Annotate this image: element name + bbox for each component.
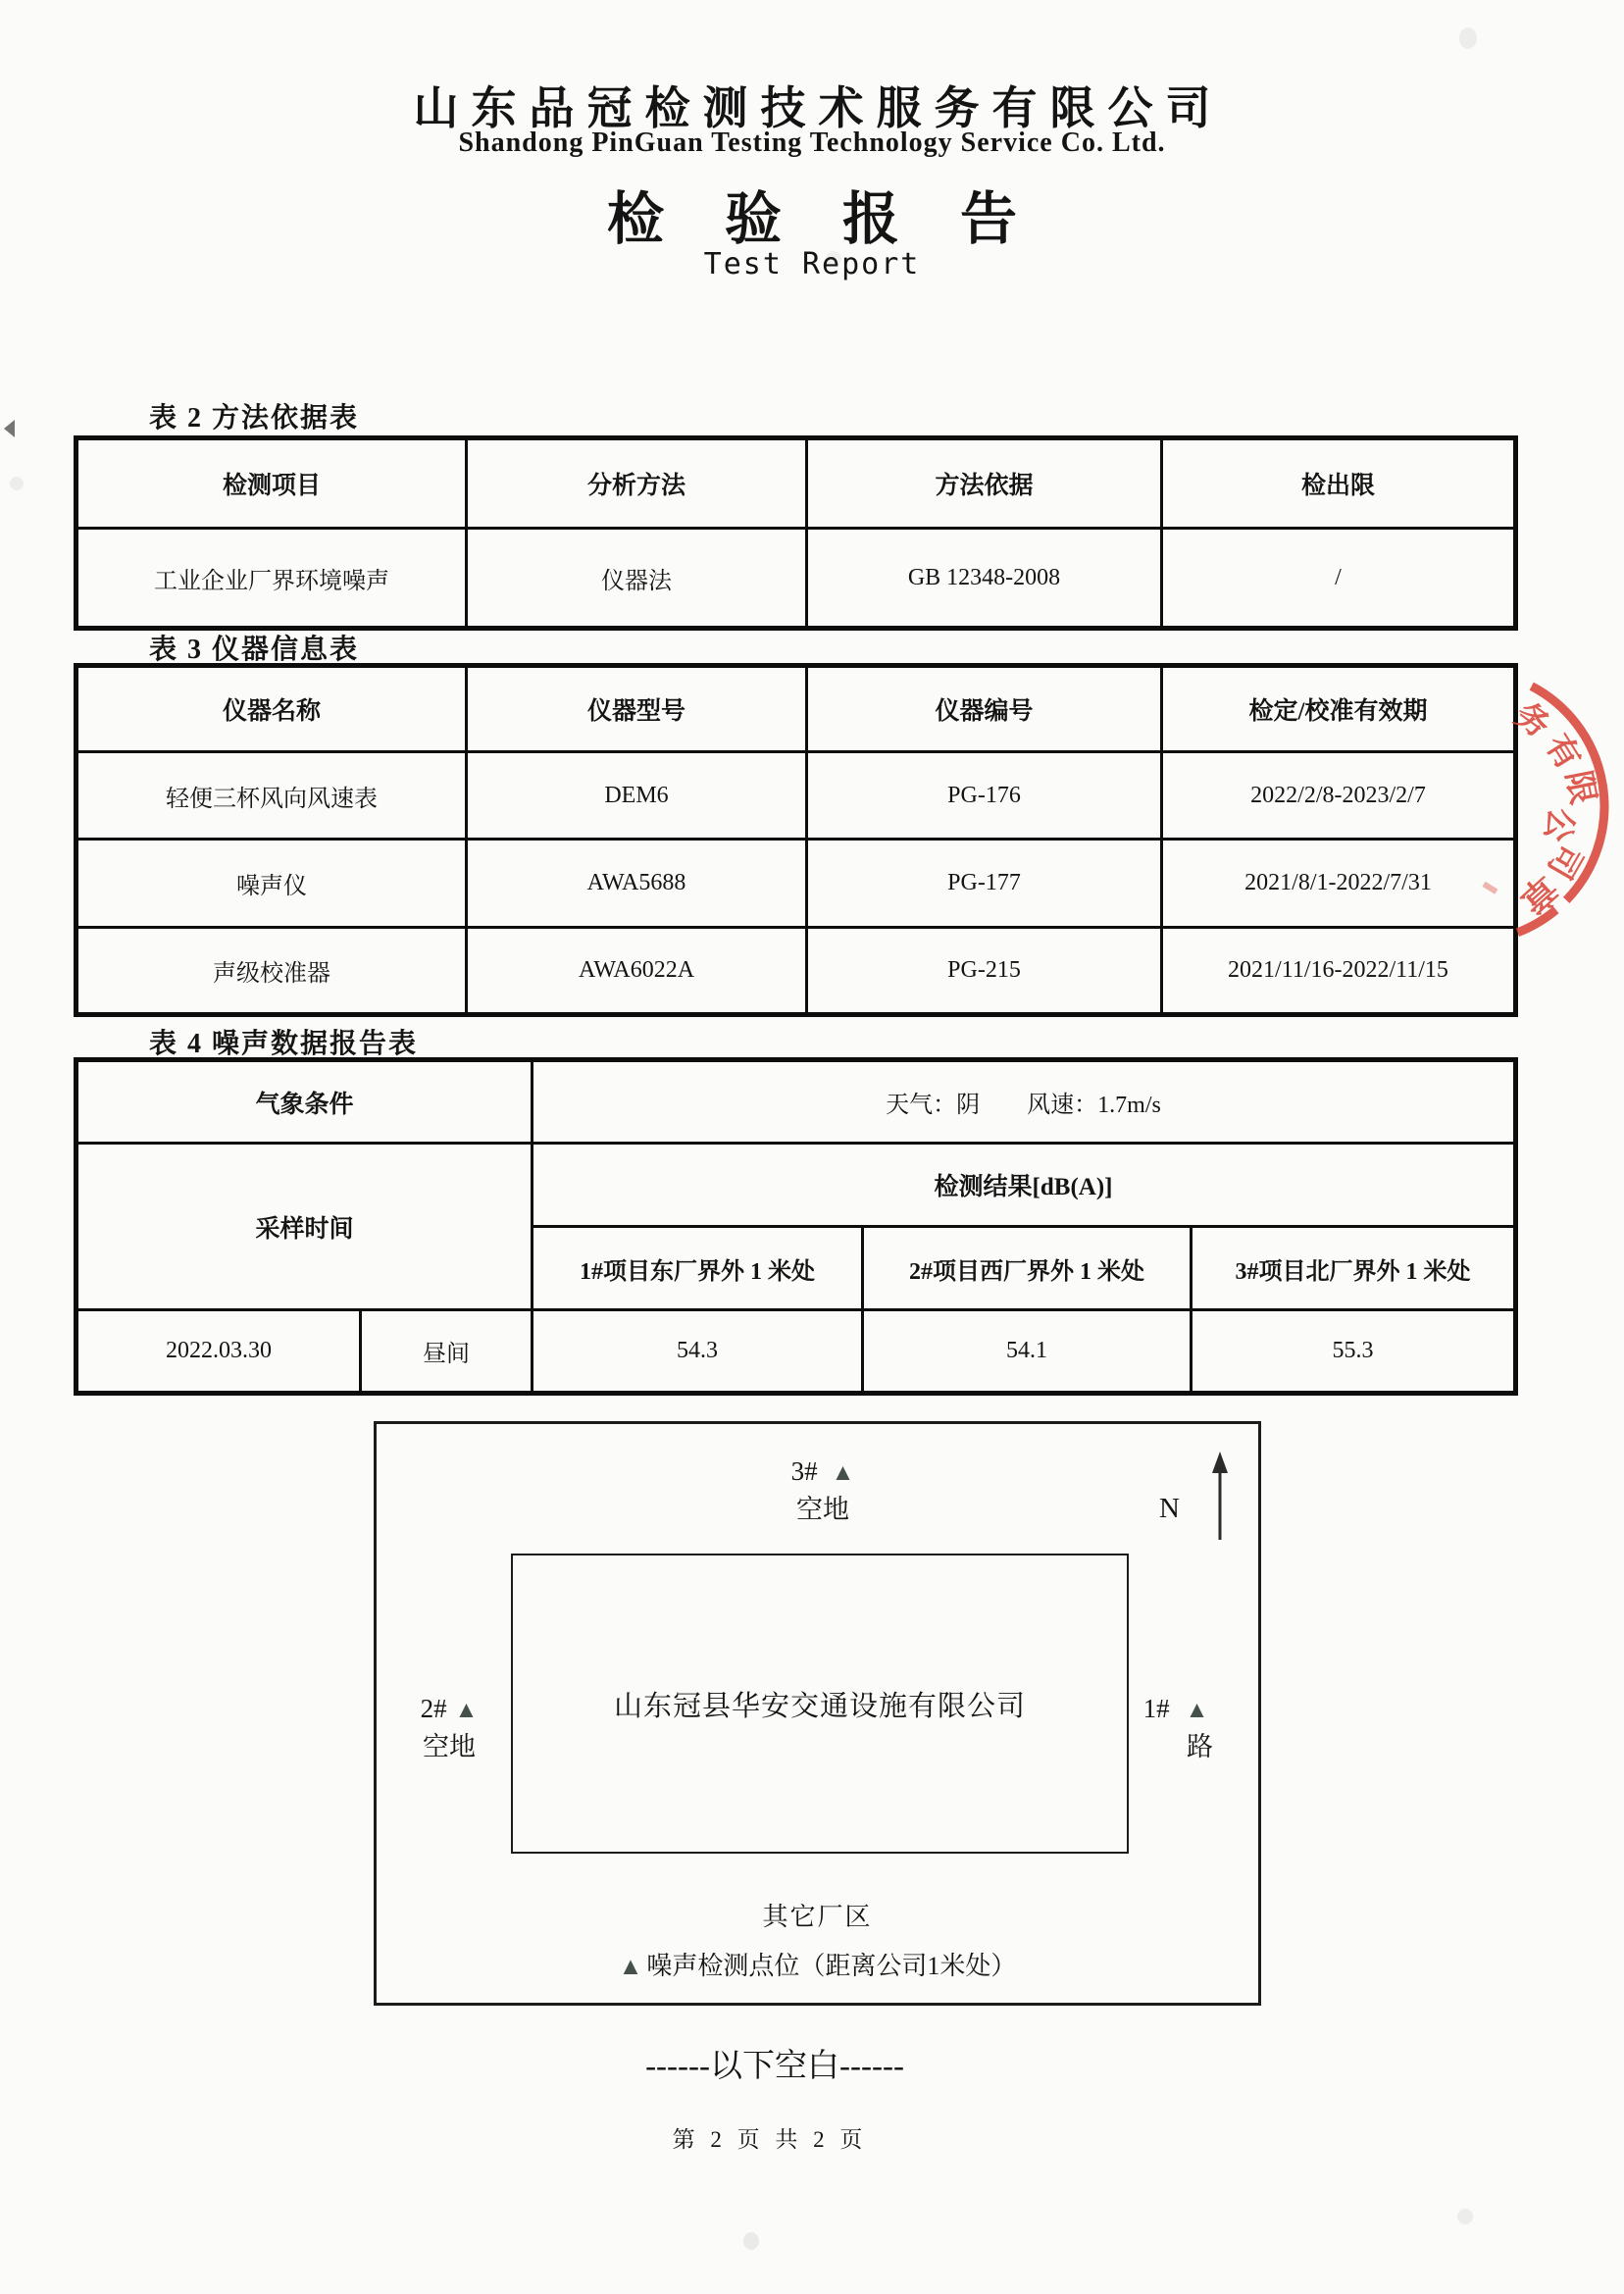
- point-1-id: 1#: [1142, 1694, 1170, 1723]
- cell: 工业企业厂界环境噪声: [76, 529, 467, 629]
- point-3-id: 3#: [790, 1456, 818, 1486]
- point-2-id: 2#: [420, 1694, 447, 1723]
- value-cell: 54.1: [863, 1310, 1192, 1394]
- cell: AWA5688: [467, 840, 807, 928]
- seal-char: 公: [1537, 804, 1580, 845]
- result-header-row: [76, 1144, 1516, 1227]
- seal-char: 章: [1510, 866, 1565, 921]
- other-plant-area-label: 其它厂区: [762, 1903, 873, 1931]
- site-sketch-diagram: [374, 1421, 1261, 2006]
- sampling-time-label: 采样时间: [76, 1144, 533, 1310]
- company-seal-stamp: [1471, 628, 1624, 961]
- company-name-cn-text: 山东品冠检测技术服务有限公司: [413, 83, 1224, 133]
- weather-row: [76, 1060, 1516, 1144]
- cell: GB 12348-2008: [807, 529, 1162, 629]
- column-header: 检定/校准有效期: [1162, 666, 1516, 752]
- seal-char: 有: [1538, 728, 1587, 777]
- cell: AWA6022A: [467, 928, 807, 1015]
- company-name-en: Shandong PinGuan Testing Technology Service Co. Ltd.: [458, 127, 1166, 158]
- result-header: 检测结果[dB(A)]: [533, 1144, 1516, 1227]
- table-header-row: [76, 666, 1516, 752]
- cell: 声级校准器: [76, 928, 467, 1015]
- column-header: 方法依据: [807, 438, 1162, 529]
- cell: PG-176: [807, 752, 1162, 840]
- triangle-marker-icon: ▲: [831, 1460, 855, 1486]
- triangle-marker-icon: ▲: [454, 1698, 479, 1723]
- point-3-place: 空地: [796, 1495, 849, 1524]
- table2-label: 表 2 方法依据表: [149, 403, 360, 433]
- table-row: [76, 529, 1516, 629]
- table4-label: 表 4 噪声数据报告表: [149, 1029, 419, 1059]
- scan-artifact: [4, 420, 15, 437]
- method-basis-table: [74, 435, 1518, 631]
- column-header: 仪器编号: [807, 666, 1162, 752]
- point-header: 1#项目东厂界外 1 米处: [533, 1227, 863, 1310]
- table-row: [76, 752, 1516, 840]
- scan-artifact: [743, 2232, 759, 2250]
- scan-artifact: [826, 251, 841, 267]
- column-header: 检测项目: [76, 438, 467, 529]
- monitoring-point-1: [1125, 1691, 1227, 1765]
- monitoring-point-2: [404, 1691, 494, 1765]
- point-header: 3#项目北厂界外 1 米处: [1192, 1227, 1516, 1310]
- value-cell: 54.3: [533, 1310, 863, 1394]
- scan-artifact: [1459, 27, 1477, 49]
- value-cell: 55.3: [1192, 1310, 1516, 1394]
- seal-char: 务: [1507, 696, 1556, 745]
- data-row: [76, 1310, 1516, 1394]
- point-1-line1: [1125, 1691, 1227, 1729]
- report-title-cn-text: 检验报告: [606, 187, 1078, 251]
- table-header-row: [76, 438, 1516, 529]
- seal-char: 司: [1540, 838, 1589, 885]
- sample-date: 2022.03.30: [76, 1310, 361, 1394]
- column-header: 仪器型号: [467, 666, 807, 752]
- scan-artifact: [10, 477, 24, 490]
- triangle-marker-icon: ▲: [1185, 1698, 1209, 1723]
- table-row: [76, 928, 1516, 1015]
- instrument-info-table: [74, 663, 1518, 1017]
- table3-label: 表 3 仪器信息表: [149, 635, 360, 665]
- monitoring-point-3: [764, 1453, 882, 1528]
- cell: PG-215: [807, 928, 1162, 1015]
- cell: 仪器法: [467, 529, 807, 629]
- point-1-place: 路: [1187, 1732, 1213, 1761]
- cell: DEM6: [467, 752, 807, 840]
- cell: 2021/11/16-2022/11/15: [1162, 928, 1516, 1015]
- page-number: 第 2 页 共 2 页: [672, 2127, 868, 2152]
- cell: 2022/2/8-2023/2/7: [1162, 752, 1516, 840]
- weather-value: 天气：阴 风速：1.7m/s: [533, 1060, 1516, 1144]
- factory-name: 山东冠县华安交通设施有限公司: [613, 1690, 1026, 1722]
- report-title-en: Test Report: [703, 247, 921, 281]
- blank-below-note: ------以下空白------: [645, 2049, 904, 2084]
- seal-char: 限: [1558, 767, 1601, 808]
- north-label: N: [1159, 1493, 1180, 1524]
- point-3-line1: [764, 1453, 882, 1492]
- column-header: 分析方法: [467, 438, 807, 529]
- noise-data-table: [74, 1057, 1518, 1396]
- cell: PG-177: [807, 840, 1162, 928]
- north-arrow-icon: [1198, 1450, 1242, 1544]
- factory-boundary-box: [511, 1554, 1129, 1854]
- triangle-marker-icon: ▲: [618, 1954, 643, 1980]
- legend-text: 噪声检测点位（距离公司1米处）: [646, 1952, 1017, 1980]
- sample-period: 昼间: [361, 1310, 533, 1394]
- cell: 噪声仪: [76, 840, 467, 928]
- column-header: 仪器名称: [76, 666, 467, 752]
- report-title-cn: [0, 173, 1624, 255]
- cell: 轻便三杯风向风速表: [76, 752, 467, 840]
- cell: /: [1162, 529, 1516, 629]
- scan-artifact: [1457, 2209, 1473, 2224]
- diagram-legend: [377, 1946, 1258, 1982]
- point-2-line1: [404, 1691, 494, 1729]
- point-header: 2#项目西厂界外 1 米处: [863, 1227, 1192, 1310]
- weather-label: 气象条件: [76, 1060, 533, 1144]
- point-2-place: 空地: [423, 1732, 476, 1761]
- column-header: 检出限: [1162, 438, 1516, 529]
- cell: 2021/8/1-2022/7/31: [1162, 840, 1516, 928]
- table-row: [76, 840, 1516, 928]
